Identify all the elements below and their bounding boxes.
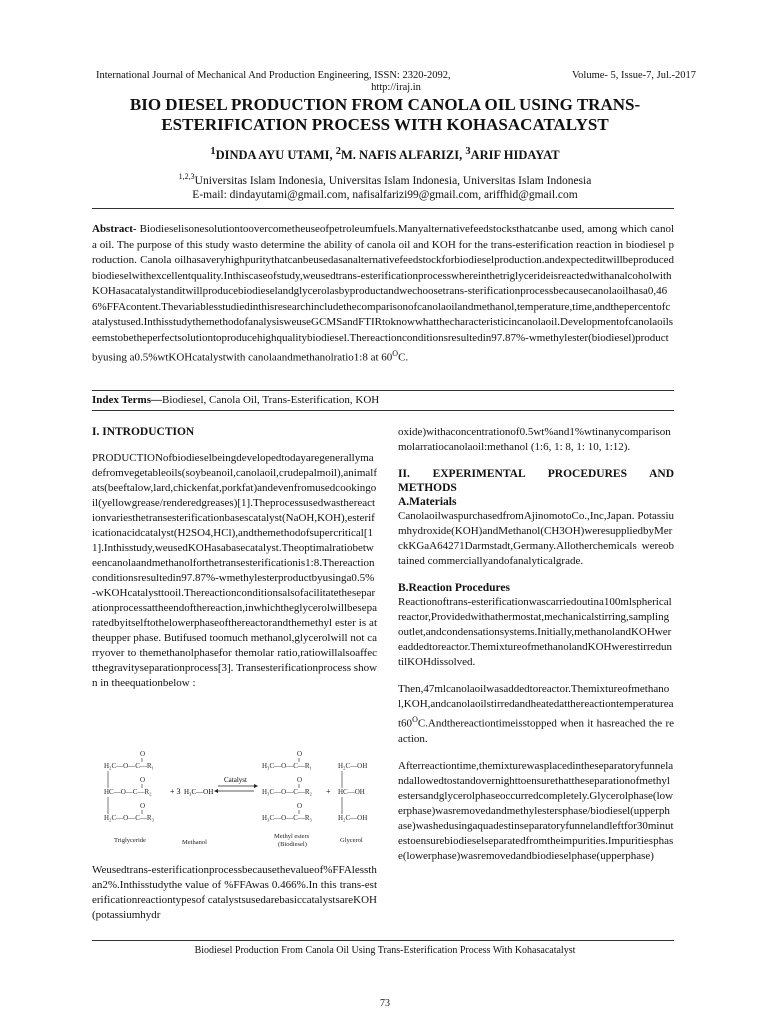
abstract-label: Abstract- xyxy=(92,223,137,235)
svg-text:H₃C—O—C—R₁: H₃C—O—C—R₁ xyxy=(262,762,312,770)
glycerol-structure xyxy=(338,762,367,822)
reaction-arrow xyxy=(214,784,258,793)
svg-text:O: O xyxy=(140,802,146,810)
svg-text:H₂C—O—C—R₃: H₂C—O—C—R₃ xyxy=(104,814,154,822)
author-1: DINDA AYU UTAMI, xyxy=(215,148,336,163)
abstract-degree: O xyxy=(392,349,399,358)
volume-info: Volume- 5, Issue-7, Jul.-2017 xyxy=(571,70,696,81)
divider-footer xyxy=(92,940,674,941)
materials-subheading: A.Materials xyxy=(398,496,457,508)
divider-index xyxy=(92,410,674,411)
index-terms-label: Index Terms— xyxy=(92,394,162,406)
svg-text:O: O xyxy=(297,802,303,810)
procedure-paragraph-1: Reactionoftrans-esterificationwascarriedoutina100mlsphericalreactor,Providedwithathermostat,mechanicalstirring,samplingoutlet,andcondensationsystems.Initially,methanolandKOHwereaddedtoreactor.ThemixtureofmethanolandKOHwerestirreduntilKOHdissolved. xyxy=(398,596,672,668)
plus-three: + 3 xyxy=(170,787,181,796)
procedure-paragraph-3: Afterreactiontime,themixturewasplacedintheseparatoryfunnelandallowedtostandovernighttoensurethattheseparationofmethylestersandglycerolphaseoccurredcompletely.Glycerolphase(lowerphase)wasremovedandmethylestersphase/biodiesel(upperphase)washedusingaquadestinseparatoryfunnelandleftfor30minutestoensurebiodieselseparatedfromtheimpurities.Impuritiesphase(lowerphase)wasremovedandbiodieselphase(upperphase) xyxy=(398,759,674,862)
svg-text:O: O xyxy=(297,750,303,758)
svg-text:H₃C—O—C—R₂: H₃C—O—C—R₂ xyxy=(262,788,312,796)
label-methyl-esters: Methyl esters xyxy=(274,833,310,840)
methanol-formula: H₃C—OH xyxy=(184,788,214,796)
intro-paragraph: PRODUCTIONofbiodieselbeingdevelopedtodayaregenerallymadefromvegetableoils(soybeanoil,canolaoil,crudepalmoil),animalfats(beeftalow,lard,chickenfat,porkfat)andevenfromusedcookingoil(yellowgrease/renderedgreases)[1].Theprocessusedwasthereactionvariesthetransesterificationbasescatalyst(NaOH,KOH),esterificationacidcatalyst(H2SO4,HCl),andthemethodofsupercritical[11].Inthisstudy,weusedKOHasabasecatalyst.Theoptimalratiobetweencanolaandmethanolforthetransesterificationis1:8.Thereactionconditionsresultedin97.87%-wmethylesterproductbyusinga0.5%-wKOHcatalysttooil.Thereactionconditionsalsofacilitatetheseparationprocessattheendofthereaction,inwhichtheglycerolwillbeseparatedbyitselftothelowerphaseofthereactorandthemethyl ester is at theupper phase. Butifused toomuch methanol,glycerolwill not carryover to themethanolphasefor themolar ratio,ratiowillalsoaffectthegravityseparationprocess[3]. Transesterificationprocess shown in theequationbelow : xyxy=(92,452,377,689)
divider-top xyxy=(92,208,674,209)
transesterification-equation xyxy=(94,744,384,854)
catalyst-label: Catalyst xyxy=(224,776,247,784)
methyl-ester-structure xyxy=(262,750,313,822)
affiliation-text: Universitas Islam Indonesia, Universitas Islam Indonesia, Universitas Islam Indonesia xyxy=(194,174,592,187)
divider-mid xyxy=(92,390,674,391)
author-list xyxy=(90,146,680,163)
author-3-sup: 3 xyxy=(465,146,471,157)
index-terms xyxy=(92,394,674,406)
author-emails: E-mail: dindayutami@gmail.com, nafisalfarizi99@gmail.com, ariffhid@gmail.com xyxy=(192,188,578,201)
procedures-subheading: B.Reaction Procedures xyxy=(398,582,511,594)
author-1-sup: 1 xyxy=(210,146,216,157)
procedure-paragraph-2-end: C.Andthereactiontimeisstopped when it hasreached the reaction. xyxy=(398,717,674,745)
page-number: 73 xyxy=(380,998,390,1009)
svg-text:O: O xyxy=(140,776,146,784)
label-triglyceride: Triglyceride xyxy=(114,837,146,844)
svg-text:O: O xyxy=(140,750,146,758)
svg-text:HC—OH: HC—OH xyxy=(338,788,365,796)
svg-text:H₂C—OH: H₂C—OH xyxy=(338,814,368,822)
label-methanol: Methanol xyxy=(182,839,207,846)
label-biodiesel: (Biodiesel) xyxy=(278,841,307,848)
affiliations xyxy=(90,170,680,202)
author-2: M. NAFIS ALFARIZI, xyxy=(340,148,466,163)
procedure-paragraph-2-text: Then,47mlcanolaoilwasaddedtoreactor.Themixtureofmethanol,KOH,andcanolaoilstirredandheatedatthereactiontemperatureat60 xyxy=(398,683,674,730)
svg-text:H₂C—OH: H₂C—OH xyxy=(338,762,368,770)
author-3: ARIF HIDAYAT xyxy=(470,148,560,163)
abstract-text: Biodieselisonesolutiontoovercometheuseofpetroleumfuels.Manyalternativefeedstocksthatcanbe used, among which canola oil. The purpose of this study wasto determine the ability of canola oil and KOH for the trans-esterification reaction in biodiesel production. Canola oilhasaveryhighpuritythatcanbeusedasanalternativefeedstockforbiodieselproduction.andexpecteditwillbeproducedbiodieselwithexcellentquality.Inthiscaseofstudy,weusedtrans-esterificationprocesswhereinthetriglycerideisreactedwithanalcoholwithKOHasacatalystanditwillproducebiodieselandglycerolasbyproductandwechoosetrans-sterificationprocessbecausecanolaoilhasa0,466%FFAcontent.Thevariablesstudiedinthisresearchincludethecomparisonofcanolaoilandmethanol,temperature,time,andthepercentofcatalystused.InthisstudythemethodofanalysisweuseGCMSandFTIRtoknowwhatthecharacteristicincanolaoil.Developmentofcanolaoilseemstobetheperfectsolutiontoproducehighqualitybiodiesel.Thereactionconditionsresultedin97.87%-wmethylester(biodiesel)productbyusing a0.5%wtKOHcatalystwith canolaandmethanolratio1:8 at 60 xyxy=(92,223,674,364)
svg-text:HC—O—C—R₂: HC—O—C—R₂ xyxy=(104,788,152,796)
page-footer: Biodiesel Production From Canola Oil Using Trans-Esterification Process With Kohasacatalyst xyxy=(194,945,576,956)
paper-title: BIO DIESEL PRODUCTION FROM CANOLA OIL USING TRANS-ESTERIFICATION PROCESS WITH KOHASACATALYST xyxy=(129,95,641,134)
intro-heading: I. INTRODUCTION xyxy=(92,426,195,438)
plus-sign: + xyxy=(326,787,331,796)
svg-text:O: O xyxy=(297,776,303,784)
procedure-degree: O xyxy=(412,715,418,724)
svg-text:H₂C—O—C—R₁: H₂C—O—C—R₁ xyxy=(104,762,154,770)
abstract xyxy=(92,222,674,366)
methods-heading: II. EXPERIMENTAL PROCEDURES AND METHODS xyxy=(398,468,674,494)
svg-text:H₃C—O—C—R₃: H₃C—O—C—R₃ xyxy=(262,814,312,822)
procedure-paragraph-2 xyxy=(398,682,674,747)
index-terms-text: Biodiesel, Canola Oil, Trans-Esterification, KOH xyxy=(162,394,380,406)
intro-continued: oxide)withaconcentrationof0.5wt%and1%wtinanycomparisonmolarratiocanolaoil:methanol (1:6, 1: 8, 1: 10, 1:12). xyxy=(398,426,671,453)
right-column xyxy=(398,425,674,864)
journal-url: http://iraj.in xyxy=(371,82,421,93)
triglyceride-structure xyxy=(104,750,155,822)
equation-labels xyxy=(114,833,363,848)
journal-name: International Journal of Mechanical And Production Engineering, ISSN: 2320-2092, xyxy=(96,70,451,81)
intro-paragraph-2: Weusedtrans-esterificationprocessbecausethevalueof%FFAlessthan2%.Inthisstudythe value of %FFAwas 0.466%.In this trans-esterificationreactiontypesof catalystsusedarebasiccatalystsareKOH(potassiumhydr xyxy=(92,864,377,921)
author-2-sup: 2 xyxy=(335,146,341,157)
label-glycerol: Glycerol xyxy=(340,837,363,844)
materials-paragraph: CanolaoilwaspurchasedfromAjinomotoCo.,Inc,Japan. Potassiumhydroxide(KOH)andMethanol(CH3OH)weresuppliedbyMerckKGaA64271Darmstadt,Germany.Allotherchemicals wereobtained commerciallyandofanalyticalgrade. xyxy=(398,510,674,567)
abstract-end: C. xyxy=(398,351,409,364)
affiliation-sup: 1,2,3 xyxy=(178,172,195,181)
